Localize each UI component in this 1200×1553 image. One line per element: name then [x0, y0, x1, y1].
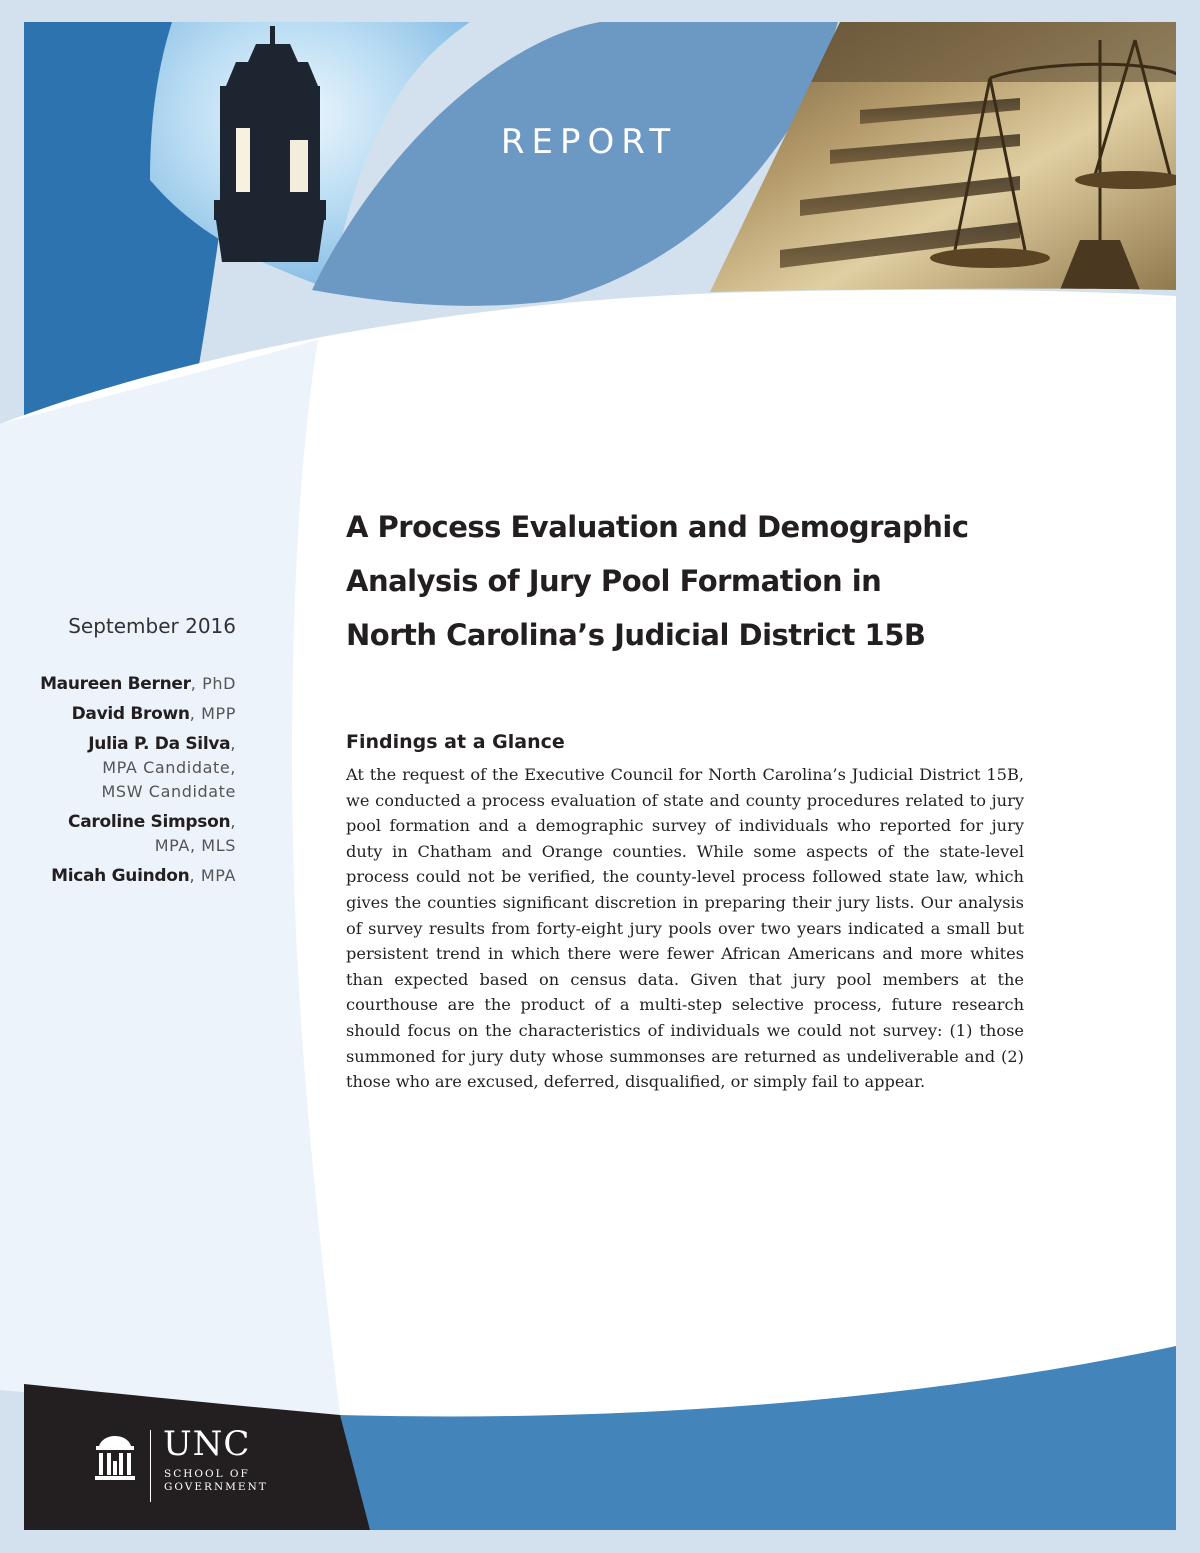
author-credentials: , PhD — [190, 674, 236, 693]
report-label: REPORT — [500, 122, 678, 162]
author-credentials: MPA Candidate, — [102, 758, 236, 777]
title-line: A Process Evaluation and Demographic — [346, 510, 969, 544]
publication-date: September 2016 — [68, 614, 236, 638]
author-credentials: MPA, MLS — [154, 836, 236, 855]
author-entry — [0, 864, 236, 888]
findings-heading: Findings at a Glance — [346, 731, 565, 753]
author-entry — [0, 702, 236, 726]
author-credentials: , MPA — [189, 866, 236, 885]
author-name: Micah Guindon — [51, 866, 190, 886]
unc-sog-logo — [93, 1424, 313, 1502]
logo-subtitle — [164, 1468, 314, 1494]
logo-divider — [150, 1430, 151, 1502]
author-list — [0, 672, 236, 894]
author-name: Julia P. Da Silva — [88, 734, 231, 754]
author-credentials: MSW Candidate — [101, 782, 236, 801]
author-entry — [0, 810, 236, 858]
logo-subtitle-line: SCHOOL OF — [164, 1468, 250, 1480]
author-credentials: , — [230, 812, 236, 831]
logo-subtitle-line: GOVERNMENT — [164, 1481, 268, 1493]
author-credentials: , — [230, 734, 236, 753]
title-line: North Carolina’s Judicial District 15B — [346, 618, 926, 652]
author-credentials: , MPP — [189, 704, 236, 723]
author-name: Caroline Simpson — [68, 812, 231, 832]
logo-title: UNC — [163, 1424, 251, 1464]
author-entry — [0, 732, 236, 804]
author-name: Maureen Berner — [40, 674, 191, 694]
findings-body: At the request of the Executive Council for North Carolina’s Judicial District 15B, we conducted a process evaluation of state and county procedures related to jury pool formation and a demographic survey of individuals who reported for jury duty in Chatham and Orange counties. While some aspects of the state-level process could not be verified, the county-level process followed state law, which gives the counties significant discretion in preparing their jury lists. Our analysis of survey results from forty-eight jury pools over two years indicated a small but persistent trend in which there were fewer African Americans and more whites than expected based on census data. Given that jury pool members at the courthouse are the product of a multi-step selective process, future research should focus on the characteristics of individuals we could not survey: (1) those summoned for jury duty whose summonses are returned as undeliverable and (2) those who are excused, deferred, disqualified, or simply fail to appear. — [346, 765, 1024, 1092]
report-title — [346, 500, 1066, 662]
title-line: Analysis of Jury Pool Formation in — [346, 564, 882, 598]
author-name: David Brown — [71, 704, 190, 724]
old-well-icon — [93, 1434, 137, 1484]
author-entry — [0, 672, 236, 696]
